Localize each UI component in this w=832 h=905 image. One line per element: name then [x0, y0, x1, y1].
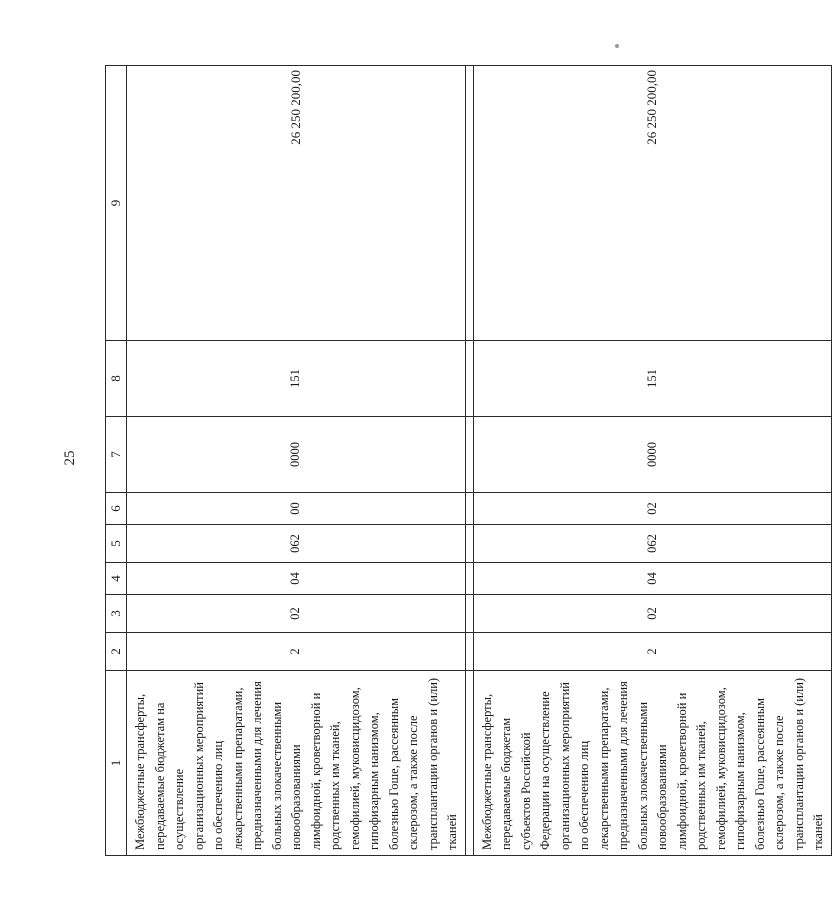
table-row: [473, 66, 831, 856]
cell-col-6: 02: [473, 493, 831, 525]
cell-col-8: 151: [473, 341, 831, 417]
cell-col-2: 2: [127, 633, 466, 671]
cell-amount: 26 250 200,00: [127, 66, 466, 341]
table-row: [127, 66, 466, 856]
cell-col-7: 0000: [473, 417, 831, 493]
col-header-5: 5: [106, 525, 127, 563]
cell-col-4: 04: [127, 563, 466, 595]
cell-col-2: 2: [473, 633, 831, 671]
header-row: [106, 66, 127, 856]
row-separator: [465, 66, 473, 856]
cell-amount: 26 250 200,00: [473, 66, 831, 341]
cell-col-4: 04: [473, 563, 831, 595]
cell-col-7: 0000: [127, 417, 466, 493]
cell-col-8: 151: [127, 341, 466, 417]
col-header-2: 2: [106, 633, 127, 671]
cell-col-5: 062: [127, 525, 466, 563]
col-header-6: 6: [106, 493, 127, 525]
rotated-table-container: [105, 66, 825, 856]
budget-table: [105, 65, 832, 856]
col-header-8: 8: [106, 341, 127, 417]
cell-col-5: 062: [473, 525, 831, 563]
col-header-7: 7: [106, 417, 127, 493]
scan-dot: [615, 44, 619, 48]
col-header-1: 1: [106, 671, 127, 856]
cell-col-3: 02: [473, 595, 831, 633]
cell-col-3: 02: [127, 595, 466, 633]
cell-col-6: 00: [127, 493, 466, 525]
row-description: Межбюджетные трансферты, передаваемые бюджетам субъектов Российской Федерации на осуществление организационных мероприятий по обеспечению лиц лекарственными препаратами, предназначенными для лечения больных злокачественными новообразованиями лимфоидной, кроветворной и родственных им тканей, гемофилией, муковисцидозом, гипофизарным нанизмом, болезнью Гоше, рассеянным склерозом, а также после трансплантации органов и (или) тканей: [473, 671, 831, 856]
page-number: 25: [62, 450, 78, 466]
col-header-9: 9: [106, 66, 127, 341]
col-header-4: 4: [106, 563, 127, 595]
col-header-3: 3: [106, 595, 127, 633]
row-description: Межбюджетные трансферты, передаваемые бюджетам на осуществление организационных мероприятий по обеспечению лиц лекарственными препаратами, предназначенными для лечения больных злокачественными новообразованиями лимфоидной, кроветворной и родственных им тканей, гемофилией, муковисцидозом, гипофизарным нанизмом, болезнью Гоше, рассеянным склерозом, а также после трансплантации органов и (или) тканей: [127, 671, 466, 856]
